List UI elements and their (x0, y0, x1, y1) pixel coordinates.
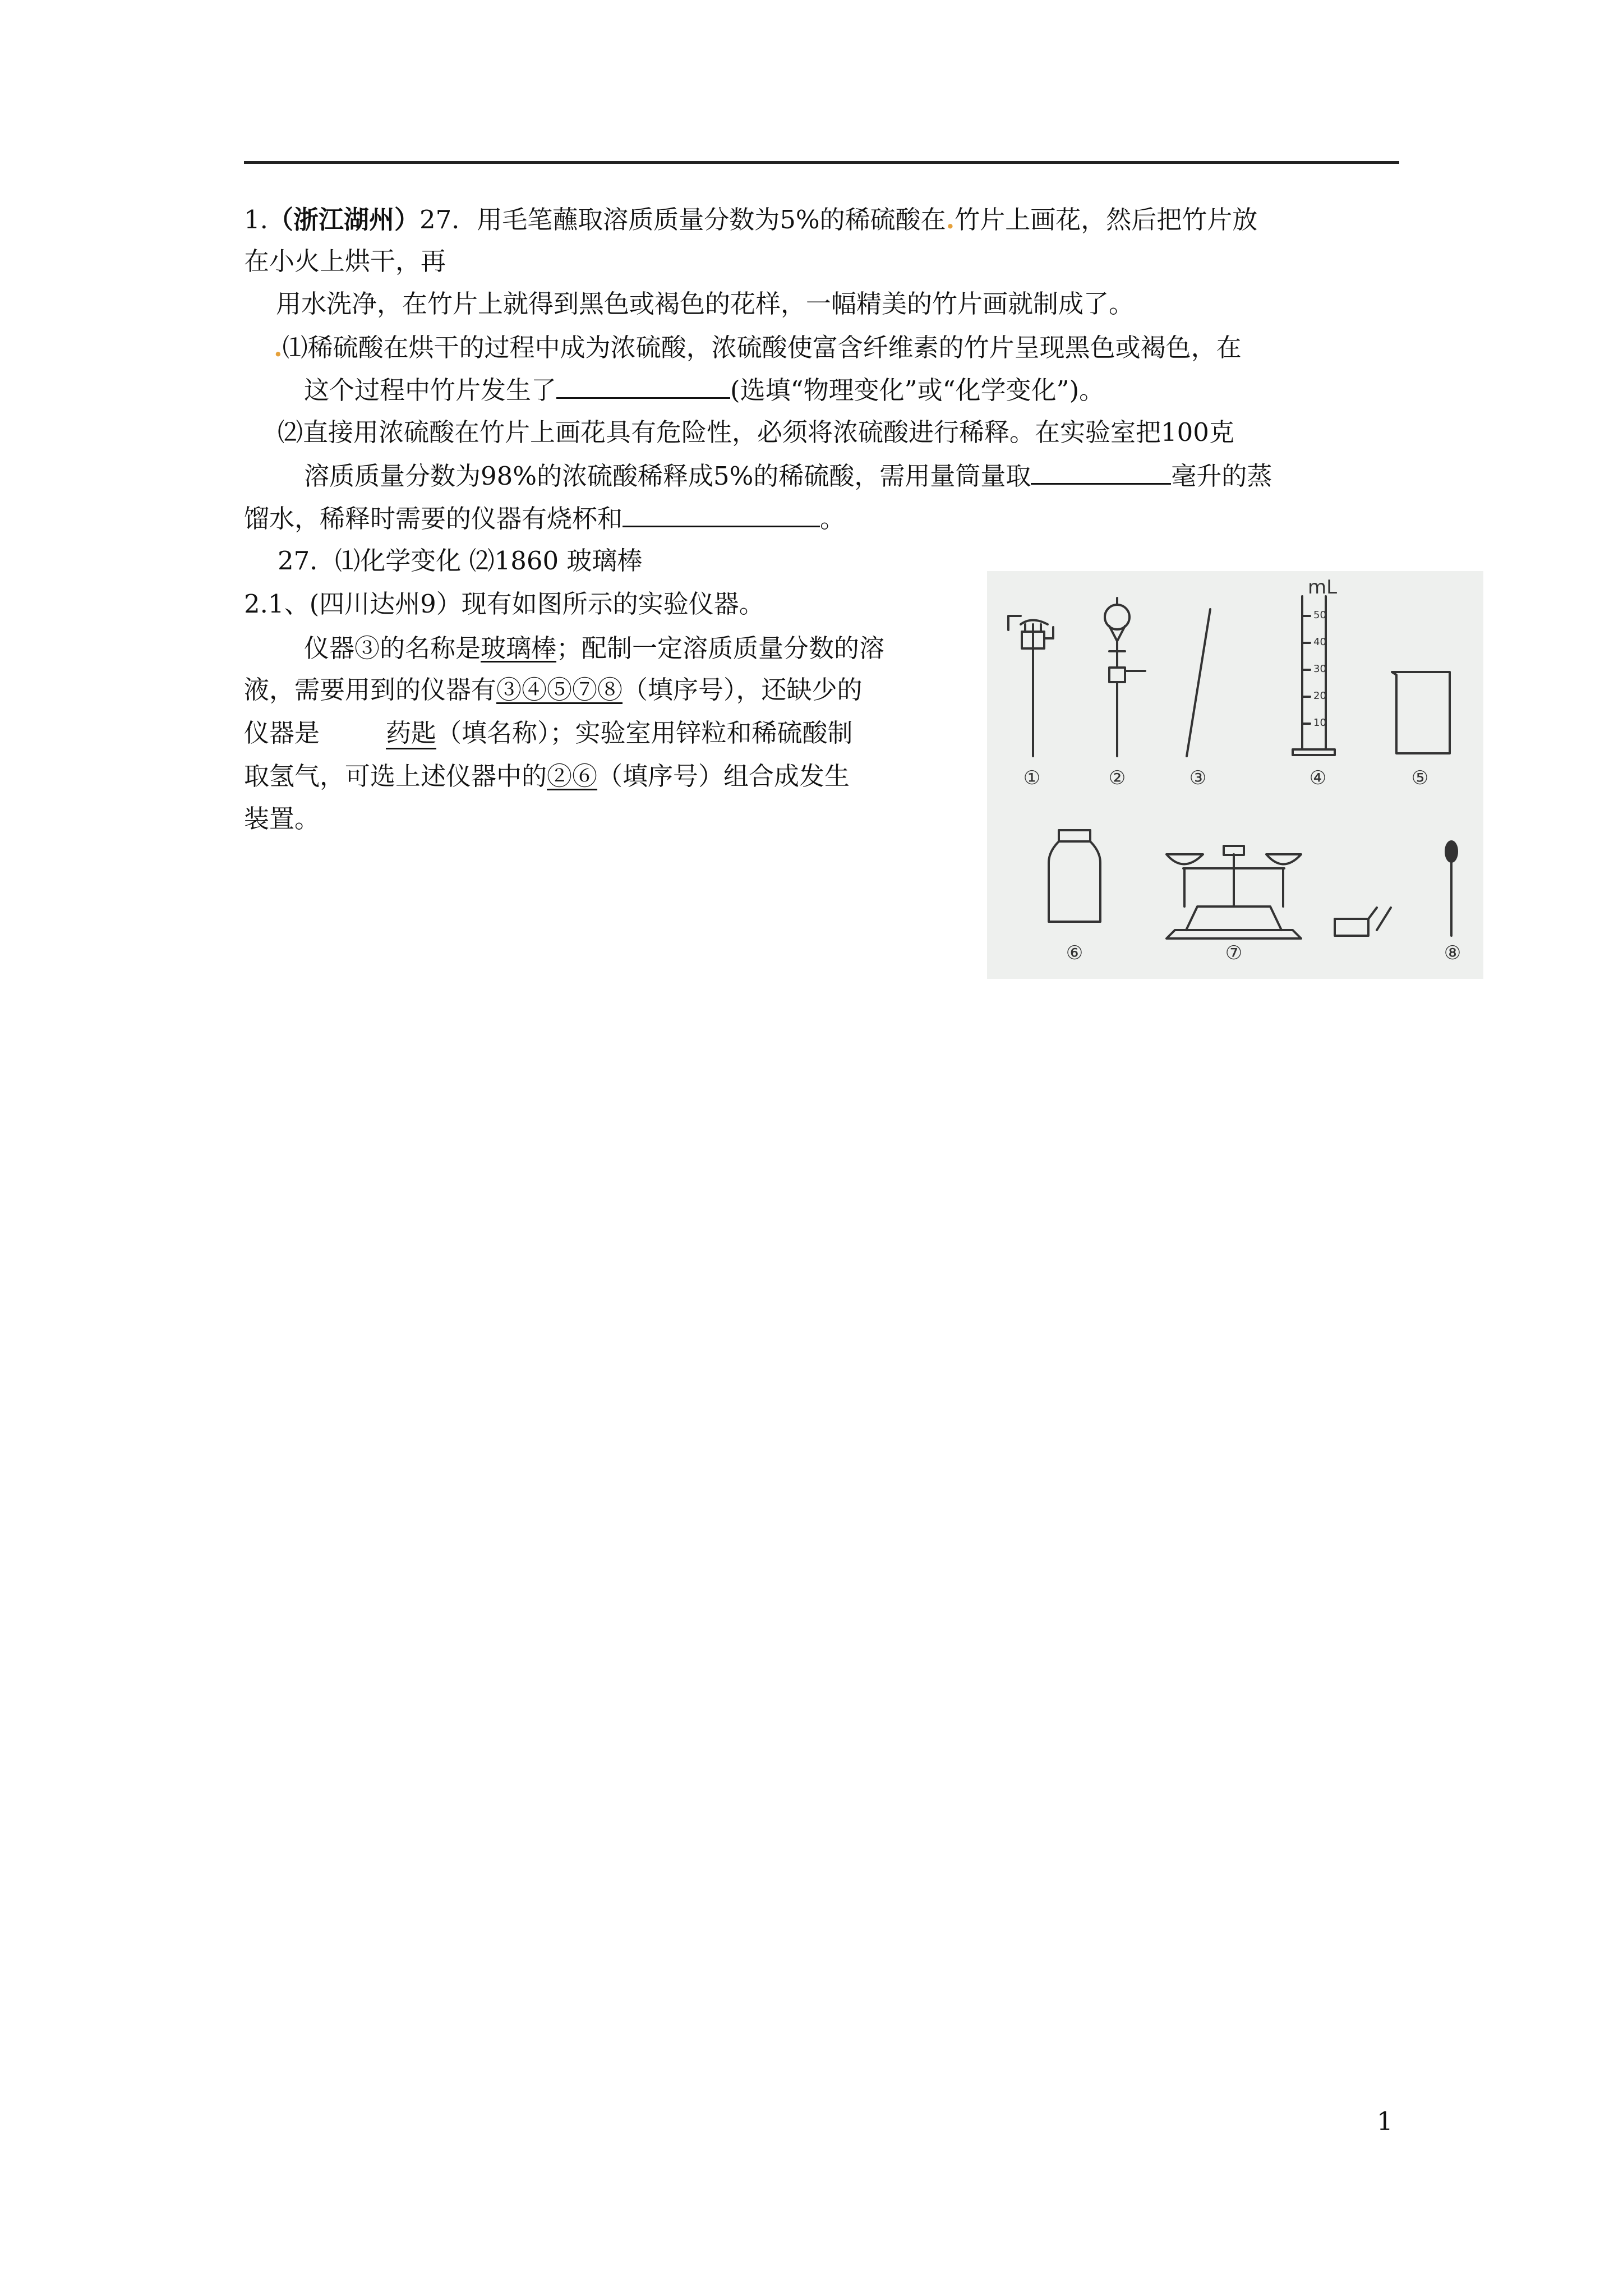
cylinder-tick-label: 10 (1313, 717, 1326, 729)
instrument-3-glass-rod (1187, 609, 1210, 756)
label-8: ⑧ (1444, 942, 1461, 964)
instrument-8-spoon (1446, 841, 1457, 936)
cylinder-tick-label: 20 (1313, 690, 1326, 702)
instrument-5-beaker (1392, 672, 1450, 753)
header-rule (244, 161, 1399, 164)
answer-blank-1[interactable] (556, 372, 730, 399)
cylinder-tick-label: 30 (1313, 663, 1326, 675)
apparatus-illustration (987, 571, 1483, 979)
apparatus-figure (987, 571, 1483, 979)
instrument-7-balance (1166, 846, 1391, 938)
instrument-6-bottle (1049, 830, 1100, 922)
q2-line-2: 仪器③的名称是玻璃棒；配制一定溶质质量分数的溶 (304, 633, 885, 663)
q1-line-2: 在小火上烘干，再 (244, 246, 446, 276)
q1-line-6: ⑵直接用浓硫酸在竹片上画花具有危险性，必须将浓硫酸进行稀释。在实验室把100克 (278, 417, 1234, 447)
label-2: ② (1108, 767, 1126, 789)
instrument-2-separatory-funnel (1105, 598, 1145, 756)
label-7: ⑦ (1225, 942, 1243, 964)
answer-blank-2[interactable] (1031, 458, 1171, 485)
q1-line-5: 这个过程中竹片发生了 (选填“物理变化”或“化学变化”)。 (304, 372, 1104, 407)
q2-line-3: 液，需要用到的仪器有③④⑤⑦⑧（填序号），还缺少的 (244, 675, 863, 705)
q1-answer: 27．⑴化学变化 ⑵1860 玻璃棒 (278, 546, 643, 576)
page-number: 1 (1377, 2106, 1393, 2136)
q2-line-4: 仪器是 药匙（填名称）；实验室用锌粒和稀硫酸制 (244, 716, 853, 750)
q1-line-7: 溶质质量分数为98%的浓硫酸稀释成5%的稀硫酸，需用量筒量取 毫升的蒸 (304, 458, 1272, 493)
q2-line-6: 装置。 (244, 804, 320, 834)
cylinder-tick-label: 50 (1313, 609, 1326, 621)
cylinder-tick-label: 40 (1313, 636, 1326, 648)
q2-line-1: 2.1、(四川达州9）现有如图所示的实验仪器。 (244, 589, 764, 619)
cylinder-unit: mL (1308, 576, 1338, 599)
answer-blank-3[interactable] (623, 501, 820, 527)
label-5: ⑤ (1411, 767, 1429, 789)
q2-line-5: 取氢气，可选上述仪器中的②⑥（填序号）组合成发生 (244, 761, 850, 791)
instrument-1-funnel (1008, 616, 1053, 756)
q1-line-1: 1.（浙江湖州）27．用毛笔蘸取溶质质量分数为5%的稀硫酸在.竹片上画花，然后把竹片放 (244, 205, 1258, 234)
q1-line-3: 用水洗净，在竹片上就得到黑色或褐色的花样，一幅精美的竹片画就制成了。 (276, 289, 1135, 319)
label-4: ④ (1309, 767, 1327, 789)
label-3: ③ (1189, 767, 1207, 789)
label-1: ① (1023, 767, 1041, 789)
label-6: ⑥ (1066, 942, 1083, 964)
q1-line-8: 馏水，稀释时需要的仪器有烧杯和 。 (244, 501, 845, 536)
q1-line-4: .⑴稀硫酸在烘干的过程中成为浓硫酸，浓硫酸使富含纤维素的竹片呈现黑色或褐色，在 (274, 333, 1242, 362)
